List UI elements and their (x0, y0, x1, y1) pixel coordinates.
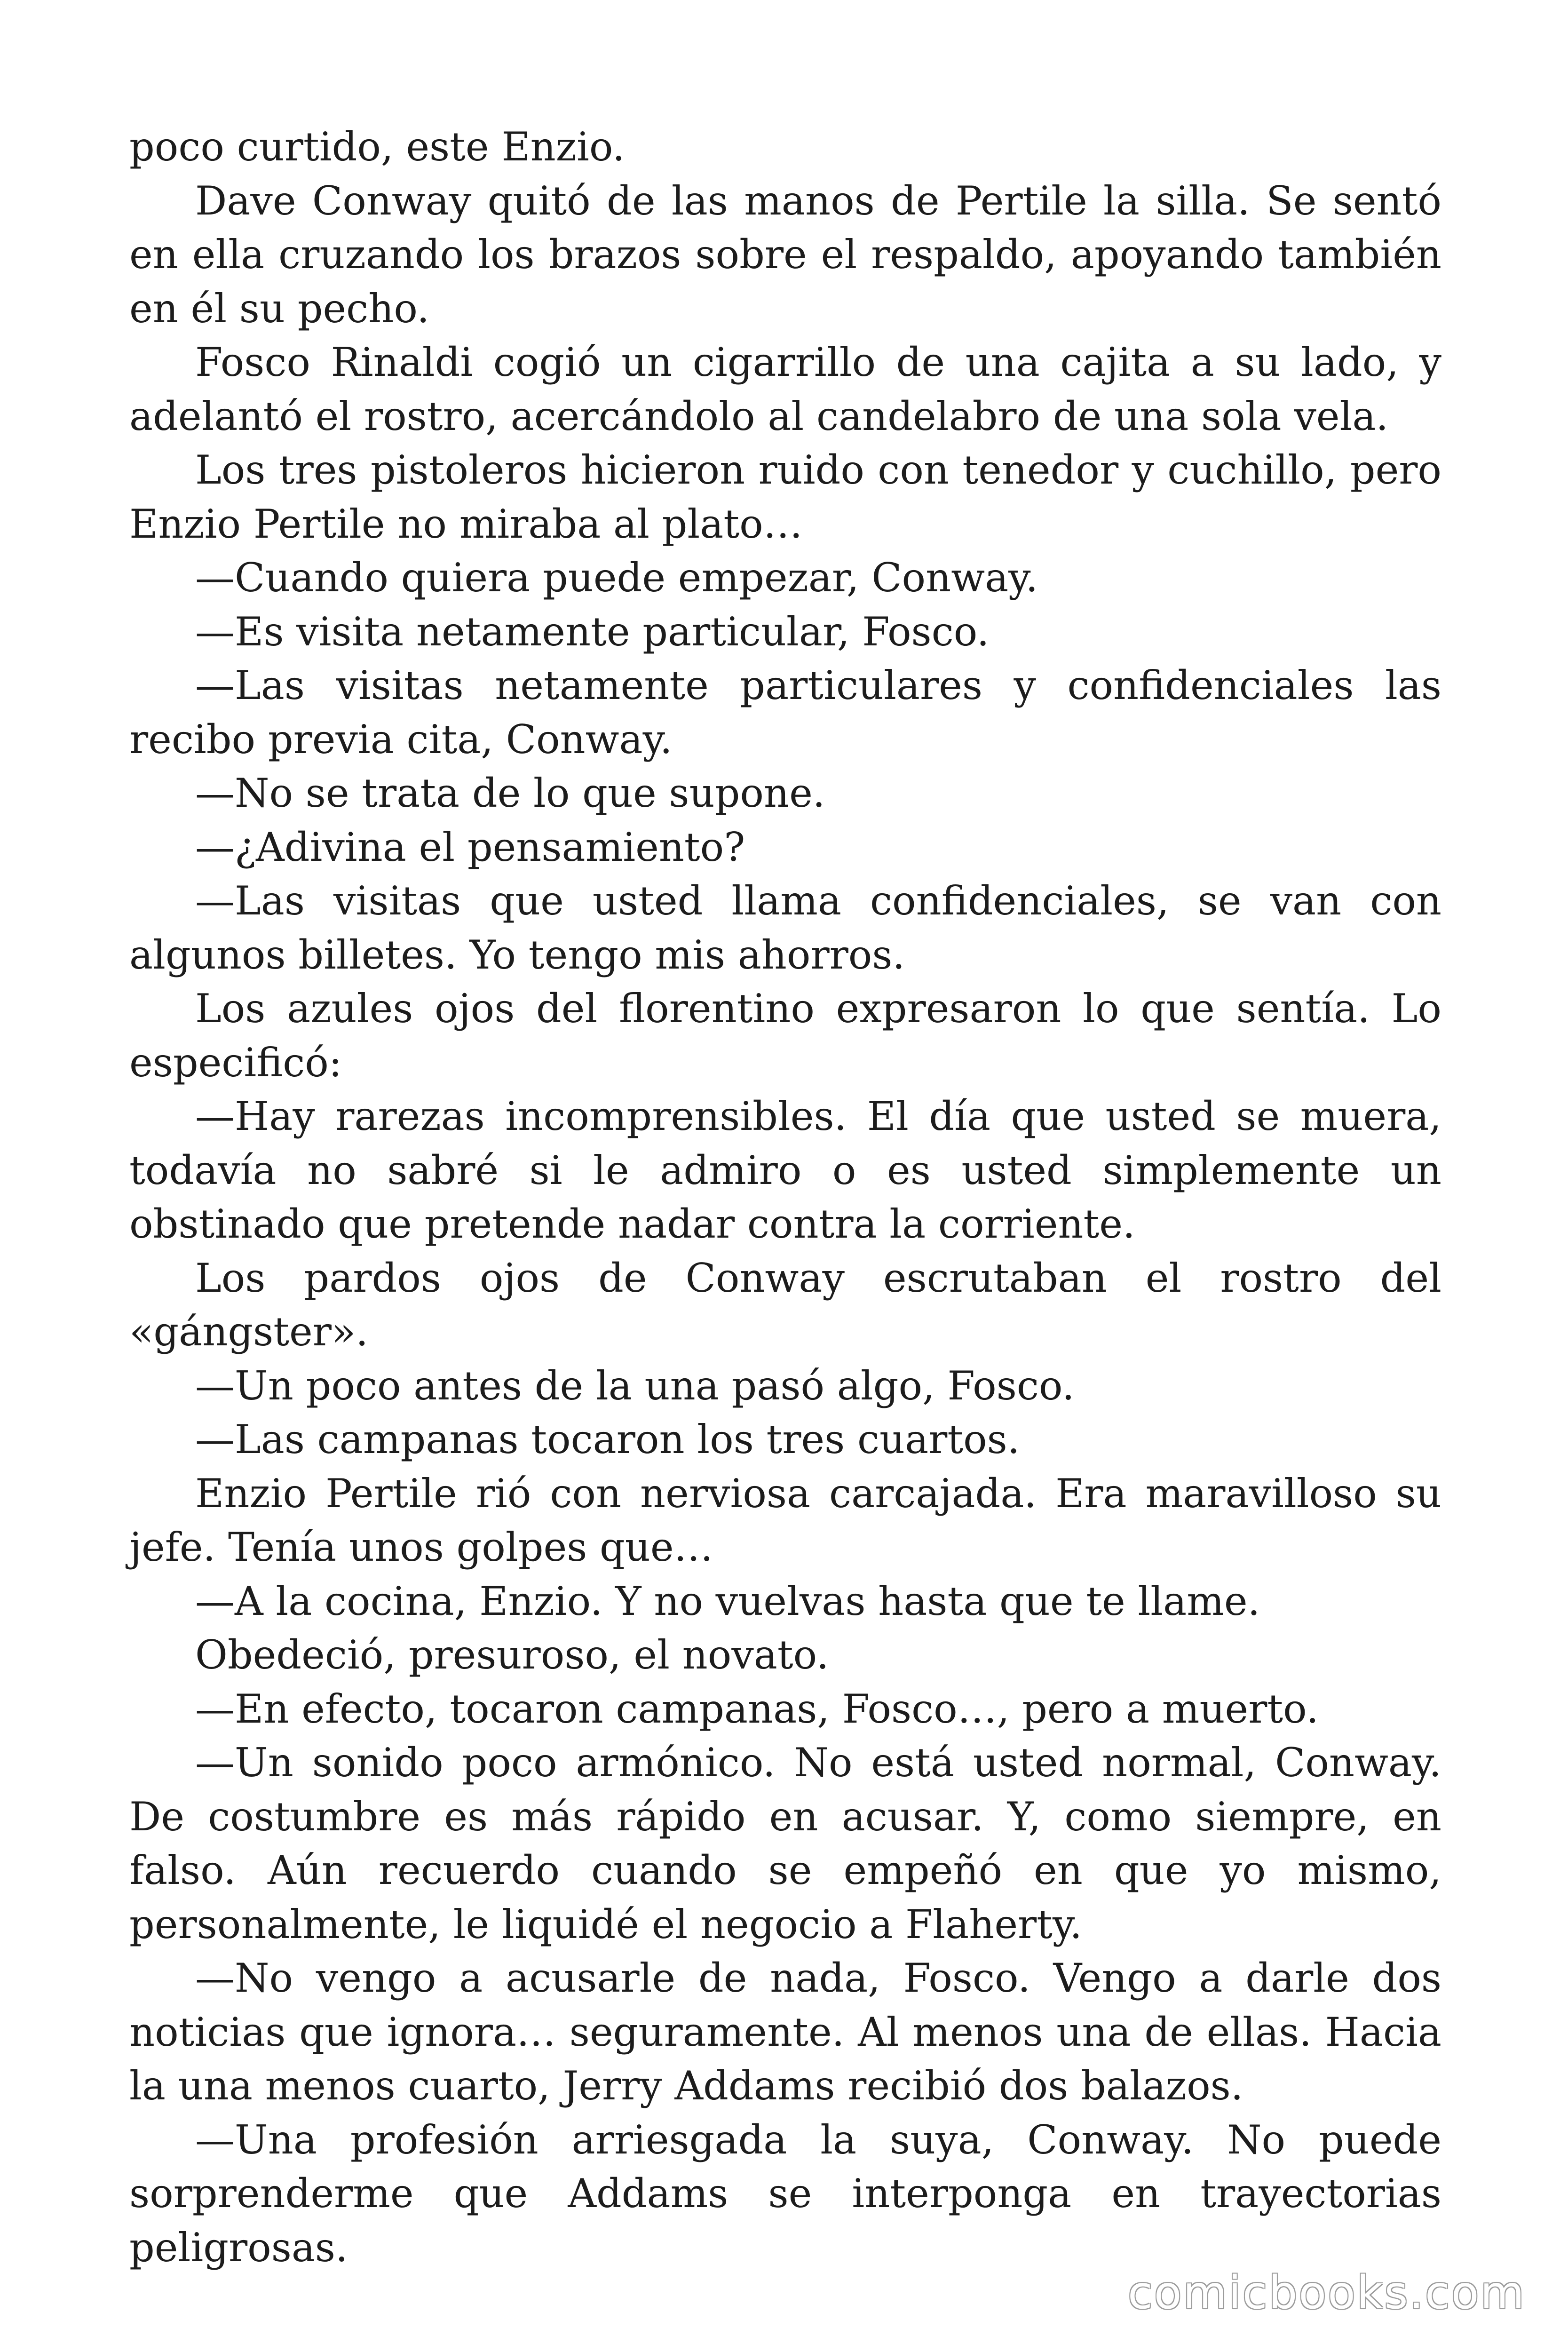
page-text (129, 120, 1441, 2274)
paragraph-11: Los azules ojos del florentino expresaron lo que sentía. Lo especificó: (129, 985, 1441, 1086)
paragraph-18: Obedeció, presuroso, el novato. (195, 1632, 829, 1678)
paragraph-13: Los pardos ojos de Conway escrutaban el rostro del «gángster». (129, 1255, 1441, 1355)
paragraph-14: —Un poco antes de la una pasó algo, Fosco. (195, 1362, 1075, 1409)
paragraph-15: —Las campanas tocaron los tres cuartos. (195, 1416, 1020, 1462)
paragraph-19: —En efecto, tocaron campanas, Fosco…, pero a muerto. (195, 1685, 1319, 1732)
paragraph-12: —Hay rarezas incomprensibles. El día que usted se muera, todavía no sabré si le admiro o es usted simplemente un obstinado que pretende nadar contra la corriente. (129, 1093, 1441, 1247)
watermark-text: comicbooks.com (1127, 2266, 1526, 2319)
paragraph-3: Fosco Rinaldi cogió un cigarrillo de una cajita a su lado, y adelantó el rostro, acercándolo al candelabro de una sola vela. (129, 339, 1441, 439)
paragraph-4: Los tres pistoleros hicieron ruido con tenedor y cuchillo, pero Enzio Pertile no miraba al plato… (129, 447, 1441, 547)
paragraph-7: —Las visitas netamente particulares y confidenciales las recibo previa cita, Conway. (129, 662, 1441, 763)
paragraph-2: Dave Conway quitó de las manos de Pertile la silla. Se sentó en ella cruzando los brazos sobre el respaldo, apoyando también en él su pecho. (129, 177, 1441, 332)
paragraph-1: poco curtido, este Enzio. (129, 124, 625, 170)
paragraph-17: —A la cocina, Enzio. Y no vuelvas hasta que te llame. (195, 1578, 1260, 1624)
paragraph-22: —Una profesión arriesgada la suya, Conway. No puede sorprenderme que Addams se interponga en trayectorias peligrosas. (129, 2116, 1441, 2271)
paragraph-8: —No se trata de lo que supone. (195, 770, 825, 816)
paragraph-9: —¿Adivina el pensamiento? (195, 824, 745, 870)
paragraph-5: —Cuando quiera puede empezar, Conway. (195, 555, 1038, 601)
paragraph-6: —Es visita netamente particular, Fosco. (195, 608, 990, 655)
paragraph-20: —Un sonido poco armónico. No está usted normal, Conway. De costumbre es más rápido en acusar. Y, como siempre, en falso. Aún recuerdo cuando se empeñó en que yo mismo, personalmente, le liquidé el negocio a Flaherty. (129, 1740, 1441, 1947)
paragraph-10: —Las visitas que usted llama confidenciales, se van con algunos billetes. Yo tengo mis ahorros. (129, 878, 1441, 978)
paragraph-16: Enzio Pertile rió con nerviosa carcajada. Era maravilloso su jefe. Tenía unos golpes que… (129, 1470, 1441, 1570)
paragraph-21: —No vengo a acusarle de nada, Fosco. Vengo a darle dos noticias que ignora… seguramente. Al menos una de ellas. Hacia la una menos cuarto, Jerry Addams recibió dos balazos. (129, 1955, 1441, 2109)
